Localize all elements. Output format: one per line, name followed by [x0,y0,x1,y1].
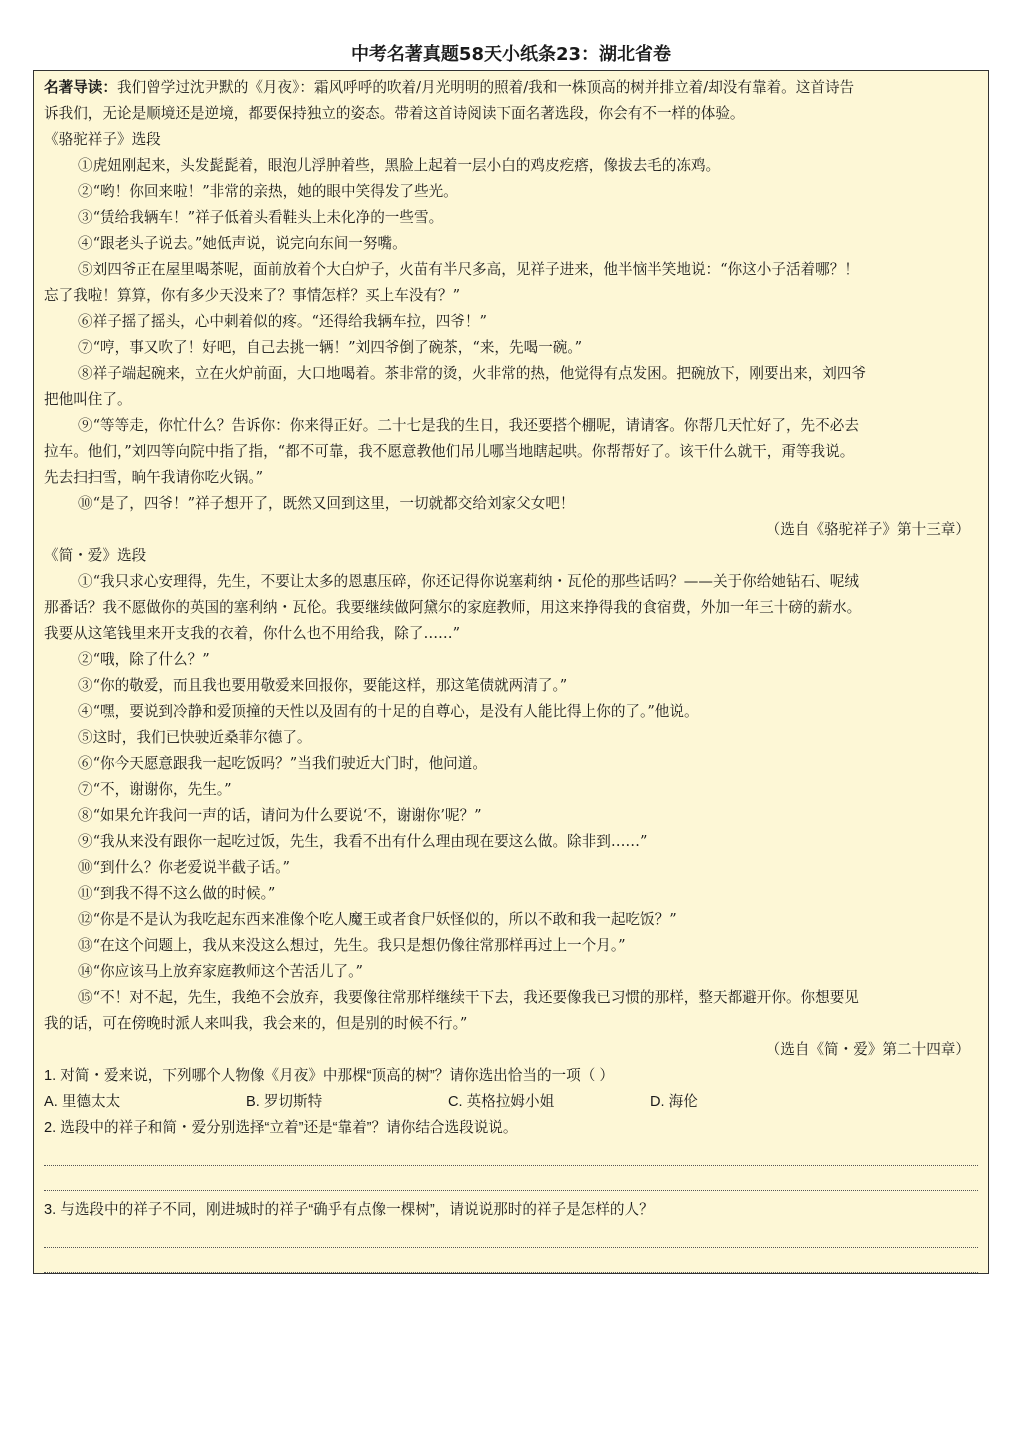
section2-line: ①“我只求心安理得，先生，不要让太多的恩惠压碎，你还记得你说塞莉纳・瓦伦的那些话吗？——关于你给她钻石、呢绒 [78,573,859,590]
content-box [33,70,989,1274]
section1-line: ①虎妞刚起来，头发髭髭着，眼泡儿浮肿着些，黑脸上起着一层小白的鸡皮疙瘩，像拔去毛的冻鸡。 [78,157,721,174]
section1-body [44,153,978,517]
section1-line: 把他叫住了。 [44,391,132,408]
section2-line: ⑩“到什么？你老爱说半截子话。” [78,859,290,876]
question-2: 2. 选段中的祥子和简・爱分别选择“立着”还是“靠着”？请你结合选段说说。 [44,1120,518,1136]
section1-source: （选自《骆驼祥子》第十三章） [765,521,970,538]
question-1: 1. 对简・爱来说，下列哪个人物像《月夜》中那棵“顶高的树”？请你选出恰当的一项（ ） [44,1068,614,1084]
section2-line: ④“嘿，要说到冷静和爱顶撞的天性以及固有的十足的自尊心，是没有人能比得上你的了。”他说。 [78,703,699,720]
section2-line: 那番话？我不愿做你的英国的塞利纳・瓦伦。我要继续做阿黛尔的家庭教师，用这来挣得我的食宿费，外加一年三十磅的薪水。 [44,599,862,616]
section2-line: 我的话，可在傍晚时派人来叫我，我会来的，但是别的时候不行。” [44,1015,468,1032]
section2-line: ②“哦，除了什么？” [78,651,210,668]
section2-line: ⑫“你是不是认为我吃起东西来准像个吃人魔王或者食尸妖怪似的，所以不敢和我一起吃饭？” [78,911,677,928]
section2-line: ⑬“在这个问题上，我从来没这么想过，先生。我只是想仍像往常那样再过上一个月。” [78,937,626,954]
section2-line: ⑧“如果允许我问一声的话，请问为什么要说‘不，谢谢你’呢？” [78,807,482,824]
section2-line: ⑨“我从来没有跟你一起吃过饭，先生，我看不出有什么理由现在要这么做。除非到……” [78,833,648,850]
intro-line-2: 诉我们，无论是顺境还是逆境，都要保持独立的姿态。带着这首诗阅读下面名著选段，你会有不一样的体验。 [44,105,745,122]
option-b[interactable]: B. 罗切斯特 [246,1094,323,1110]
section2-source: （选自《简・爱》第二十四章） [765,1041,970,1058]
answer-line-3a[interactable] [44,1223,978,1248]
section1-line: ⑤刘四爷正在屋里喝茶呢，面前放着个大白炉子，火苗有半尺多高，见祥子进来，他半恼半笑地说：“你这小子活着哪？！ [78,261,859,278]
section1-line: 拉车。他们，”刘四等向院中指了指，“都不可靠，我不愿意教他们吊儿哪当地瞎起哄。你帮帮好了。该干什么就干，甭等我说。 [44,443,855,460]
section2-line: ⑤这时，我们已快驶近桑菲尔德了。 [78,729,312,746]
section2-body [44,569,978,1037]
section1-line: ③“赁给我辆车！”祥子低着头看鞋头上未化净的一些雪。 [78,209,444,226]
section1-line: 先去扫扫雪，晌午我请你吃火锅。” [44,469,264,486]
option-a[interactable]: A. 里德太太 [44,1094,121,1110]
intro-lead: 名著导读： [44,79,117,96]
section1-line: ⑧祥子端起碗来，立在火炉前面，大口地喝着。茶非常的烫，火非常的热，他觉得有点发困。把碗放下，刚要出来，刘四爷 [78,365,867,382]
section2-line: ⑮“不！对不起，先生，我绝不会放弃，我要像往常那样继续干下去，我还要像我已习惯的那样，整天都避开你。你想要见 [78,989,859,1006]
section1-line: ⑦“哼，事又吹了！好吧，自己去挑一辆！”刘四爷倒了碗茶，“来，先喝一碗。” [78,339,583,356]
intro-text-1: 我们曾学过沈尹默的《月夜》：霜风呼呼的吹着/月光明明的照着/我和一株顶高的树并排立着/却没有靠着。这首诗告 [116,79,855,96]
section1-line: ⑨“等等走，你忙什么？告诉你：你来得正好。二十七是我的生日，我还要搭个棚呢，请请客。你帮几天忙好了，先不必去 [78,417,859,434]
answer-line-3b[interactable] [44,1248,978,1273]
section1-line: 忘了我啦！算算，你有多少天没来了？事情怎样？买上车没有？” [44,287,461,304]
section2-line: ⑥“你今天愿意跟我一起吃饭吗？”当我们驶近大门时，他问道。 [78,755,487,772]
option-c[interactable]: C. 英格拉姆小姐 [448,1094,555,1110]
question-3: 3. 与选段中的祥子不同，刚进城时的祥子“确乎有点像一棵树”，请说说那时的祥子是怎样的人？ [44,1202,654,1218]
section2-line: 我要从这笔钱里来开支我的衣着，你什么也不用给我，除了……” [44,625,461,642]
section1-line: ④“跟老头子说去。”她低声说，说完向东间一努嘴。 [78,235,407,252]
section1-line: ②“哟！你回来啦！”非常的亲热，她的眼中笑得发了些光。 [78,183,458,200]
question-1-options [44,1089,978,1115]
option-d[interactable]: D. 海伦 [650,1094,698,1110]
section2-line: ③“你的敬爱，而且我也要用敬爱来回报你，要能这样，那这笔债就两清了。” [78,677,568,694]
section2-line: ⑦“不，谢谢你，先生。” [78,781,232,798]
section2-line: ⑭“你应该马上放弃家庭教师这个苦活儿了。” [78,963,363,980]
section2-heading: 《简・爱》选段 [44,547,147,564]
answer-line-2b[interactable] [44,1166,978,1191]
page-title: 中考名著真题58天小纸条23：湖北省卷 [350,44,672,65]
section1-line: ⑩“是了，四爷！”祥子想开了，既然又回到这里，一切就都交给刘家父女吧！ [78,495,575,512]
intro-line-1 [44,75,978,101]
section2-line: ⑪“到我不得不这么做的时候。” [78,885,276,902]
section1-line: ⑥祥子摇了摇头，心中刺着似的疼。“还得给我辆车拉，四爷！” [78,313,487,330]
section1-heading: 《骆驼祥子》选段 [44,131,161,148]
answer-line-2a[interactable] [44,1141,978,1166]
